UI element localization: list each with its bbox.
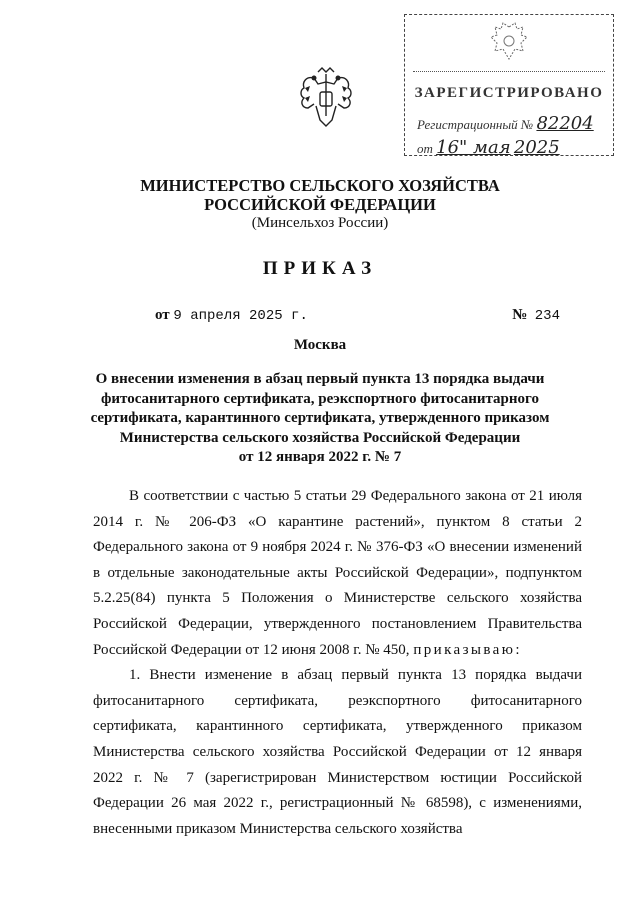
registration-stamp <box>404 14 614 156</box>
date-value: 9 апреля 2025 г. <box>173 308 308 324</box>
stamp-year: 2025 <box>513 137 560 158</box>
stamp-reg-label: Регистрационный № <box>417 117 534 132</box>
heading-line-1: О внесении изменения в абзац первый пункта 13 порядка выдачи <box>95 371 545 387</box>
heading-line-4: Министерства сельского хозяйства Российской Федерации <box>119 429 521 446</box>
number-value: 234 <box>534 308 560 324</box>
preamble-text: В соответствии с частью 5 статьи 29 Федерального закона от 21 июля 2014 г. № 206-ФЗ «О карантине растений», пунктом 8 статьи 2 Федерального закона от 9 ноября 2024 г. № 376-ФЗ «О внесении изменений в отдельные законодательные акты Российской Федерации», подпунктом 5.2.25(84) пункта 5 Положения о Министерстве сельского хозяйства Российской Федерации, утвержденного постановлением Правительства Российской Федерации от 12 июня 2008 г. № 450, <box>93 488 582 658</box>
paragraph-item-1: 1. Внести изменение в абзац первый пункта 13 порядка выдачи фитосанитарного сертификата, реэкспортного фитосанитарного сертификата, карантинного сертификата, утвержденного приказом Министерства сельского хозяйства Российской Федерации от 12 января 2022 г. № 7 (зарегистрирован Министерством юстиции Российской Федерации 26 мая 2022 г., регистрационный № 68598), с изменениями, внесенными приказом Министерства сельского хозяйства <box>93 667 582 837</box>
stamp-header-line <box>413 71 605 72</box>
order-date <box>155 307 308 324</box>
paragraph-preamble <box>93 484 582 663</box>
stamp-emblem-icon <box>489 21 529 63</box>
order-heading <box>60 370 580 468</box>
ministry-line-2: РОССИЙСКОЙ ФЕДЕРАЦИИ <box>204 195 436 214</box>
ministry-short-name: (Минсельхоз России) <box>251 215 389 231</box>
stamp-date-prefix: от <box>417 141 433 156</box>
stamp-date-row <box>417 137 560 158</box>
coat-of-arms-icon <box>296 66 356 130</box>
heading-line-3: сертификата, карантинного сертификата, утвержденного приказом <box>90 410 550 426</box>
stamp-title: ЗАРЕГИСТРИРОВАНО <box>414 85 604 101</box>
stamp-reg-row <box>417 113 594 134</box>
document-type: ПРИКАЗ <box>262 258 378 279</box>
order-word: приказываю: <box>413 641 522 658</box>
ministry-name <box>60 176 580 214</box>
heading-line-5: от 12 января 2022 г. № 7 <box>238 449 402 465</box>
document-body <box>93 484 582 842</box>
order-number <box>512 307 560 324</box>
number-prefix: № <box>512 307 528 323</box>
stamp-date-handwritten: 16" мая <box>436 137 511 158</box>
heading-line-2: фитосанитарного сертификата, реэкспортного фитосанитарного <box>101 390 539 407</box>
date-prefix: от <box>155 307 170 323</box>
ministry-line-1: МИНИСТЕРСТВО СЕЛЬСКОГО ХОЗЯЙСТВА <box>140 176 500 195</box>
stamp-reg-number: 82204 <box>536 113 594 134</box>
city: Москва <box>293 337 347 353</box>
